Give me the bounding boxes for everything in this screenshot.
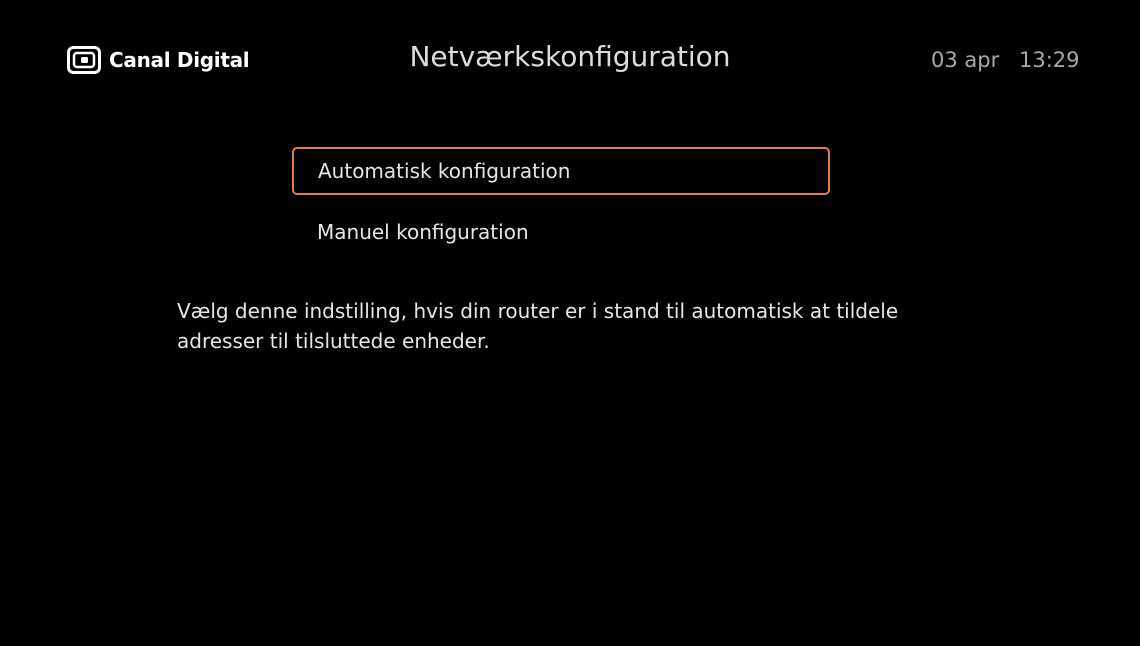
menu-item-automatic-config[interactable] [292,147,830,195]
page-title: Netværkskonfiguration [409,40,731,73]
option-description: Vælg denne indstilling, hvis din router er i stand til automatisk at tildele adresser til tilsluttede enheder. [177,299,899,353]
network-config-menu [292,147,830,256]
brand-name: Canal Digital [109,48,250,72]
menu-item-label: Manuel konfiguration [317,220,529,244]
date-display: 03 apr [931,48,1000,72]
menu-item-manual-config[interactable] [292,208,830,256]
menu-item-label: Automatisk konfiguration [318,159,571,183]
clock-display: 13:29 [1019,48,1080,72]
top-bar [0,0,1140,120]
